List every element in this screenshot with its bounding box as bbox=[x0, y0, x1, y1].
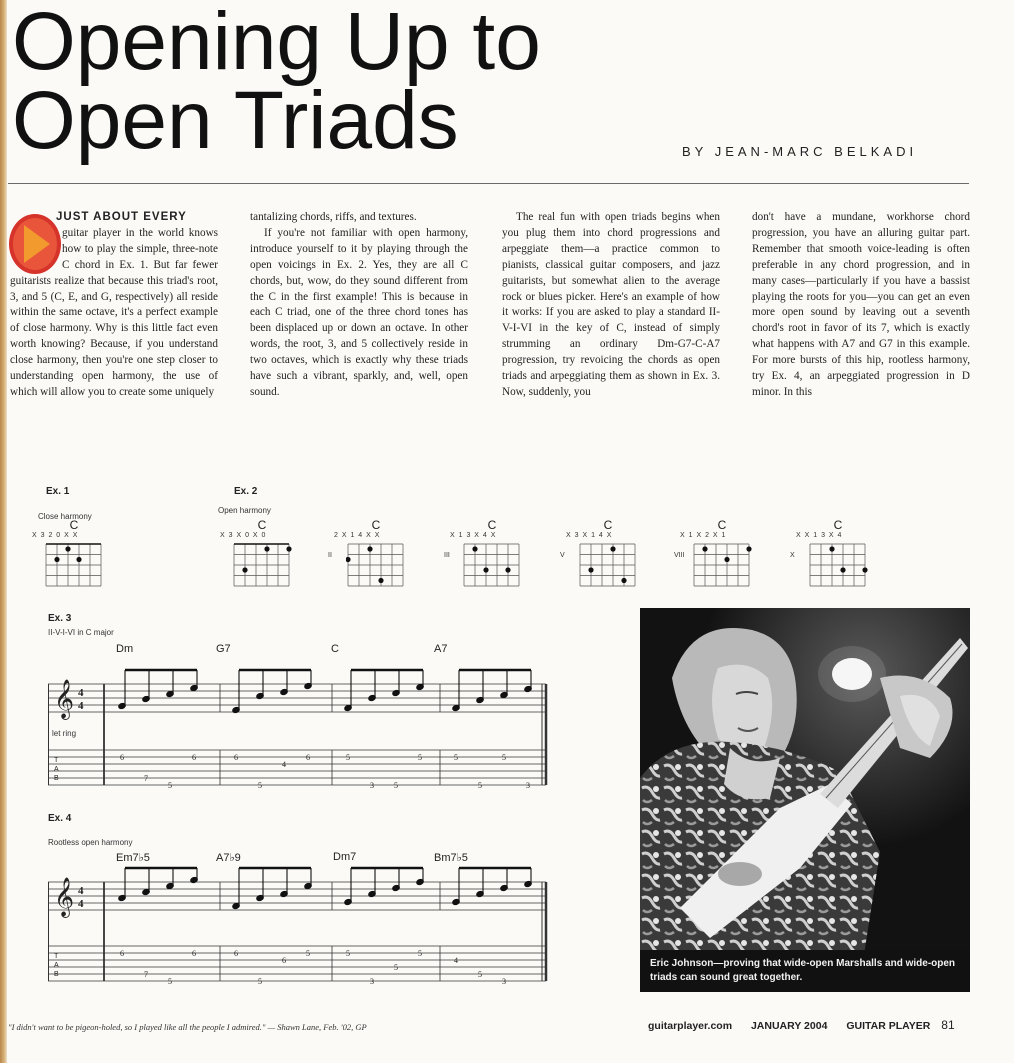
byline: BY JEAN-MARC BELKADI bbox=[682, 144, 918, 159]
chord-fingering: 2 X 1 4 X X bbox=[334, 532, 381, 539]
finger-dot bbox=[829, 546, 834, 551]
tab-number: 5 bbox=[418, 753, 422, 762]
ex4-chord-3: Dm7 bbox=[333, 851, 357, 863]
finger-dot bbox=[702, 546, 707, 551]
footer-quote: "I didn't want to be pigeon-holed, so I played like all the people I admired." — Shawn Lane, Feb. '02, GP bbox=[8, 1022, 367, 1032]
chord-diagram bbox=[444, 518, 532, 590]
ex4-label: Ex. 4 bbox=[48, 813, 72, 824]
finger-dot bbox=[588, 567, 593, 572]
chord-diagram bbox=[328, 518, 416, 590]
chord-name: C bbox=[717, 518, 727, 532]
chord-name: C bbox=[257, 518, 267, 532]
tab-number: 5 bbox=[258, 977, 262, 986]
col1-lead bbox=[10, 210, 218, 226]
fretboard-grid bbox=[692, 542, 752, 590]
ex2-label: Ex. 2 bbox=[234, 486, 258, 497]
chord-position: II bbox=[328, 552, 332, 559]
tab-number: 5 bbox=[478, 781, 482, 790]
ex3-label: Ex. 3 bbox=[48, 613, 72, 624]
tab-number: 4 bbox=[454, 956, 458, 965]
finger-dot bbox=[286, 546, 291, 551]
ex3-chord-4: A7 bbox=[434, 643, 448, 655]
svg-text:4: 4 bbox=[78, 885, 84, 897]
finger-dot bbox=[54, 557, 59, 562]
tab-number: 5 bbox=[394, 781, 398, 790]
title-rule bbox=[8, 183, 969, 184]
finger-dot bbox=[724, 557, 729, 562]
footer-folio bbox=[648, 1018, 971, 1032]
tab-number: 6 bbox=[192, 753, 196, 762]
tab-number: 5 bbox=[502, 753, 506, 762]
tab-number: 6 bbox=[192, 949, 196, 958]
tab-number: 5 bbox=[478, 970, 482, 979]
finger-dot bbox=[621, 578, 626, 583]
col1-body: guitar player in the world knows how to play the simple, three-note C chord in Ex. 1. But far fewer guitarists realize that because this triad's root, 3, and 5 (C, E, and G, respectively) all reside within the same octave, it's a perfect example of close harmony. Why is this little fact even worth knowing? Because, if you understand close harmony, then you're one step closer to understanding open harmony, the use of which will allow you to create some uniquely bbox=[10, 226, 218, 398]
ex3-notation bbox=[48, 658, 548, 794]
chord-fingering: X 3 X 0 X 0 bbox=[220, 532, 267, 539]
binding-edge bbox=[0, 0, 7, 1063]
svg-text:A: A bbox=[54, 766, 59, 773]
finger-dot bbox=[242, 567, 247, 572]
chord-diagram bbox=[560, 518, 648, 590]
guitarist-photo-image bbox=[640, 608, 970, 950]
svg-text:4: 4 bbox=[78, 898, 84, 910]
chord-position: V bbox=[560, 552, 565, 559]
tab-number: 5 bbox=[346, 753, 350, 762]
footer-site: guitarplayer.com bbox=[648, 1020, 733, 1032]
tab-number: 5 bbox=[258, 781, 262, 790]
ex4-notation bbox=[48, 862, 548, 996]
ex4-chord-1: Em7♭5 bbox=[116, 852, 150, 864]
page-number: 81 bbox=[941, 1018, 955, 1032]
tab-number: 5 bbox=[418, 949, 422, 958]
finger-dot bbox=[610, 546, 615, 551]
ex1-label: Ex. 1 bbox=[46, 486, 70, 497]
title-line-2: Open Triads bbox=[12, 75, 459, 166]
tab-number: 6 bbox=[120, 753, 124, 762]
ex3-chord-2: G7 bbox=[216, 643, 231, 655]
chord-name: C bbox=[69, 518, 79, 532]
chord-name: C bbox=[833, 518, 843, 532]
text-column-4 bbox=[752, 210, 970, 401]
lead-in: JUST ABOUT EVERY bbox=[56, 211, 187, 223]
chord-fingering: X 1 X 2 X 1 bbox=[680, 532, 727, 539]
chord-position: VIII bbox=[674, 552, 685, 559]
svg-text:B: B bbox=[54, 971, 59, 978]
finger-dot bbox=[367, 546, 372, 551]
col4-p1: don't have a mundane, workhorse chord progression, you have an alluring guitar part. Remember that smooth voice-leading is often preferable in any chord progression, and in many cases—particularly if you have a bassist playing the roots for you—you can get an even more open sound by leaving out a seventh chord's root in favor of its 7, which is exactly what happens with A7 and G7 in this example. For more bursts of this hip, rootless harmony, try Ex. 4, an arpeggiated progression in D minor. In this bbox=[752, 211, 970, 398]
finger-dot bbox=[505, 567, 510, 572]
ex1-subtitle: Close harmony bbox=[38, 512, 92, 521]
col2-p2: If you're not familiar with open harmony, introduce yourself to it by playing through the open voicings in Ex. 2. Yes, they are all C chords, but, wow, do they sound different from the C in the first example! This is because in each C triad, one of the three chord tones has been displaced up or down an octave. In other words, the root, 3, and 5 collectively reside in two octaves, which is exactly why these triads have such a vibrant, sparkly, and, well, open sound. bbox=[250, 226, 468, 398]
ex3-subtitle: II-V-I-VI in C major bbox=[48, 628, 114, 637]
ex3-chord-3: C bbox=[331, 643, 339, 655]
svg-text:4: 4 bbox=[78, 700, 84, 712]
finger-dot bbox=[378, 578, 383, 583]
tab-number: 6 bbox=[282, 956, 286, 965]
tab-number: 5 bbox=[454, 753, 458, 762]
fretboard-grid bbox=[462, 542, 522, 590]
text-column-1 bbox=[10, 210, 218, 401]
fretboard-grid bbox=[578, 542, 638, 590]
col3-p1: The real fun with open triads begins when you plug them into chord progressions and arpeggiate them—a practice common to pianists, classical guitar composers, and jazz guitarists, but somewhat alien to the average rock or blues picker. Here's an example of how it works: If you are asked to play a standard II-V-I-VI in the key of C, instead of simply strumming an ordinary Dm-G7-C-A7 progression, try revoicing the chords as open triads and arpeggiating them as shown in Ex. 3. Now, suddenly, you bbox=[502, 211, 720, 398]
chord-name: C bbox=[487, 518, 497, 532]
tab-number: 7 bbox=[144, 970, 148, 979]
fretboard-grid bbox=[232, 542, 292, 590]
svg-text:4: 4 bbox=[78, 687, 84, 699]
ex2-subtitle: Open harmony bbox=[218, 506, 271, 515]
finger-dot bbox=[483, 567, 488, 572]
finger-dot bbox=[746, 546, 751, 551]
svg-text:T: T bbox=[54, 757, 59, 764]
tab-number: 5 bbox=[306, 949, 310, 958]
finger-dot bbox=[862, 567, 867, 572]
chord-position: X bbox=[790, 552, 795, 559]
ex4-chord-2: A7♭9 bbox=[216, 852, 241, 864]
chord-fingering: X 1 3 X 4 X bbox=[450, 532, 497, 539]
chord-diagram bbox=[32, 518, 114, 590]
finger-dot bbox=[264, 546, 269, 551]
chord-fingering: X X 1 3 X 4 bbox=[796, 532, 843, 539]
tab-number: 5 bbox=[346, 949, 350, 958]
chord-fingering: X 3 X 1 4 X bbox=[566, 532, 613, 539]
chord-name: C bbox=[603, 518, 613, 532]
tab-number: 5 bbox=[168, 781, 172, 790]
text-column-3 bbox=[502, 210, 720, 401]
chord-name: C bbox=[371, 518, 381, 532]
finger-dot bbox=[472, 546, 477, 551]
text-column-2 bbox=[250, 210, 468, 401]
tab-number: 3 bbox=[370, 781, 374, 790]
footer-issue: JANUARY 2004 bbox=[750, 1020, 828, 1032]
tab-number: 6 bbox=[234, 753, 238, 762]
tab-number: 3 bbox=[502, 977, 506, 986]
tab-number: 5 bbox=[168, 977, 172, 986]
chord-diagram bbox=[790, 518, 878, 590]
tab-number: 4 bbox=[282, 760, 286, 769]
tab-number: 3 bbox=[526, 781, 530, 790]
svg-text:A: A bbox=[54, 962, 59, 969]
photo-eric-johnson bbox=[640, 608, 970, 992]
tab-number: 6 bbox=[306, 753, 310, 762]
let-ring-label: let ring bbox=[52, 729, 77, 738]
fretboard-grid bbox=[808, 542, 868, 590]
tab-number: 5 bbox=[394, 963, 398, 972]
chord-position: III bbox=[444, 552, 450, 559]
footer-magazine: GUITAR PLAYER bbox=[846, 1020, 931, 1032]
photo-caption: Eric Johnson—proving that wide-open Marshalls and wide-open triads can sound great together. bbox=[640, 950, 970, 992]
finger-dot bbox=[840, 567, 845, 572]
finger-dot bbox=[346, 557, 351, 562]
tab-number: 6 bbox=[120, 949, 124, 958]
tab-number: 3 bbox=[370, 977, 374, 986]
fretboard-grid bbox=[44, 542, 104, 590]
ex3-chord-1: Dm bbox=[116, 643, 134, 655]
finger-dot bbox=[65, 546, 70, 551]
col2-p1: tantalizing chords, riffs, and textures. bbox=[250, 211, 417, 223]
ex4-chord-4: Bm7♭5 bbox=[434, 852, 468, 864]
svg-text:T: T bbox=[54, 953, 59, 960]
tab-number: 7 bbox=[144, 774, 148, 783]
svg-text:𝄞: 𝄞 bbox=[54, 877, 75, 917]
finger-dot bbox=[76, 557, 81, 562]
ex4-subtitle: Rootless open harmony bbox=[48, 838, 133, 847]
chord-diagram bbox=[220, 518, 302, 590]
svg-text:B: B bbox=[54, 775, 59, 782]
fretboard-grid bbox=[346, 542, 406, 590]
chord-fingering: X 3 2 0 X X bbox=[32, 532, 79, 539]
title-line-1: Opening Up to bbox=[12, 0, 541, 87]
article-title bbox=[12, 0, 541, 166]
svg-text:𝄞: 𝄞 bbox=[54, 679, 75, 719]
chord-diagram bbox=[674, 518, 762, 590]
tab-number: 6 bbox=[234, 949, 238, 958]
